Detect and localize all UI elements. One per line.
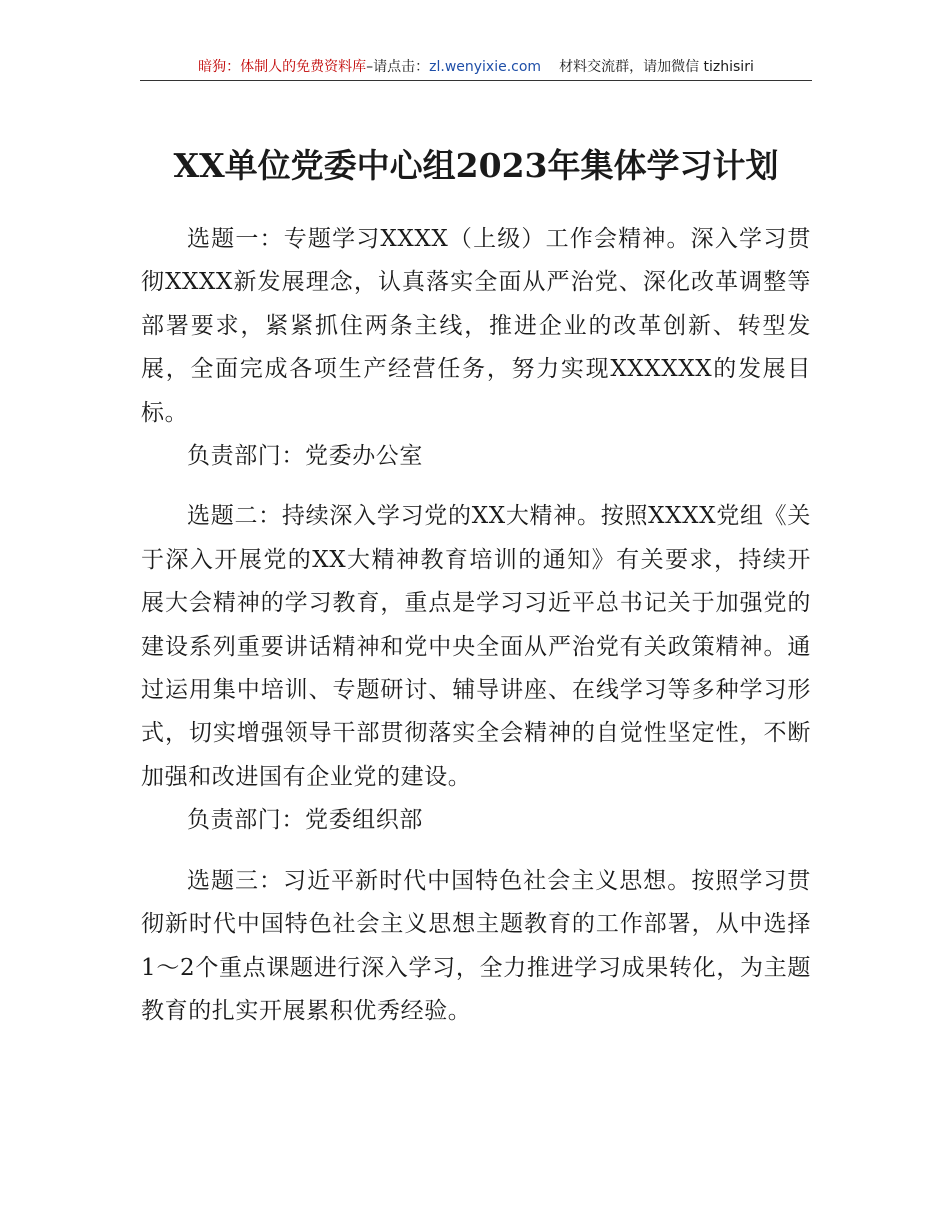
topic-two-department: 负责部门：党委组织部: [187, 807, 423, 834]
topic-three-paragraph: 选题三：习近平新时代中国特色社会主义思想。按照学习贯彻新时代中国特色社会主义思想主题教育的工作部署，从中选择1～2个重点课题进行深入学习，全力推进学习成果转化，为主题教育的扎实开展累积优秀经验。: [141, 867, 811, 1024]
header-divider: [140, 80, 812, 81]
header-website-link[interactable]: zl.wenyixie.com: [429, 59, 542, 75]
topic-one-department: 负责部门：党委办公室: [187, 443, 423, 470]
header-contact-text: 材料交流群，请加微信 tizhisiri: [559, 59, 754, 75]
document-title: XX单位党委中心组2023年集体学习计划: [173, 146, 779, 185]
topic-two-paragraph: 选题二：持续深入学习党的XX大精神。按照XXXX党组《关于深入开展党的XX大精神教育培训的通知》有关要求，持续开展大会精神的学习教育，重点是学习习近平总书记关于加强党的建设系列重要讲话精神和党中央全面从严治党有关政策精神。通过运用集中培训、专题研讨、辅导讲座、在线学习等多种学习形式，切实增强领导干部贯彻落实全会精神的自觉性坚定性，不断加强和改进国有企业党的建设。: [141, 503, 811, 790]
document-body: [141, 218, 811, 1033]
topic-one-paragraph: 选题一：专题学习XXXX（上级）工作会精神。深入学习贯彻XXXX新发展理念，认真落实全面从严治党、深化改革调整等部署要求，紧紧抓住两条主线，推进企业的改革创新、转型发展，全面完成各项生产经营任务，努力实现XXXXXX的发展目标。: [141, 226, 811, 426]
header-prompt-text: –请点击：: [366, 59, 430, 75]
page-header: [140, 57, 812, 81]
header-brand-text: 暗狗：体制人的免费资料库: [198, 59, 367, 75]
